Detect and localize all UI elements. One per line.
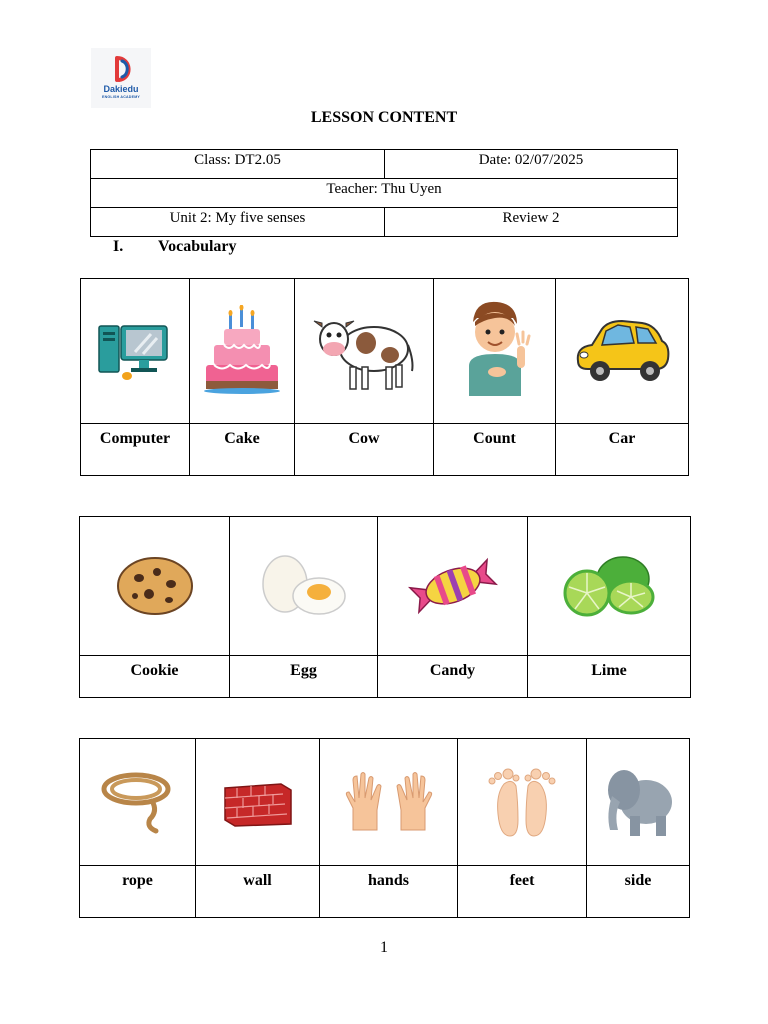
vocab-table-1 (80, 278, 689, 476)
cookie-icon (115, 554, 195, 618)
dakiedu-logo (91, 48, 151, 108)
vocab-image-cell (81, 279, 190, 424)
vocab-image-cell (80, 517, 230, 656)
vocab-image-cell (556, 279, 689, 424)
logo-brand: Dakiedu (103, 84, 139, 94)
vocab-word: Computer (81, 424, 190, 476)
vocab-word: Lime (528, 656, 691, 698)
section-number: I. (113, 238, 124, 255)
vocab-image-cell (320, 739, 458, 866)
vocab-image-cell (378, 517, 528, 656)
section-title: Vocabulary (158, 238, 237, 255)
teacher-cell: Teacher: Thu Uyen (91, 179, 678, 208)
computer-icon (95, 316, 175, 386)
vocab-table-3 (79, 738, 690, 918)
vocab-word: Count (434, 424, 556, 476)
vocab-word: hands (320, 866, 458, 918)
review-cell: Review 2 (385, 208, 678, 237)
cake-icon (202, 305, 282, 397)
elephant-icon (602, 764, 674, 840)
unit-cell: Unit 2: My five senses (91, 208, 385, 237)
vocab-word: Cow (295, 424, 434, 476)
logo-mark-icon (91, 48, 151, 108)
page-number: 1 (380, 939, 388, 956)
vocab-image-cell (434, 279, 556, 424)
section-heading (113, 238, 237, 256)
vocab-word: Cake (190, 424, 295, 476)
hands-icon (341, 772, 437, 832)
vocab-word: rope (80, 866, 196, 918)
vocab-image-cell (230, 517, 378, 656)
vocab-image-cell (196, 739, 320, 866)
vocab-word: feet (458, 866, 587, 918)
vocab-word: side (587, 866, 690, 918)
vocab-image-cell (528, 517, 691, 656)
vocab-word: Egg (230, 656, 378, 698)
vocab-word: wall (196, 866, 320, 918)
document-title: LESSON CONTENT (310, 109, 458, 126)
egg-icon (259, 554, 349, 618)
wall-icon (223, 776, 293, 828)
rope-icon (100, 769, 176, 835)
date-cell: Date: 02/07/2025 (385, 150, 678, 179)
vocab-image-cell (190, 279, 295, 424)
vocab-table-2 (79, 516, 691, 698)
vocab-word: Candy (378, 656, 528, 698)
vocab-image-cell (458, 739, 587, 866)
vocab-word: Cookie (80, 656, 230, 698)
vocab-word: Car (556, 424, 689, 476)
lesson-info-table (90, 149, 678, 237)
logo-subtitle: ENGLISH ACADEMY (101, 95, 140, 99)
cow-icon (312, 305, 416, 397)
class-cell: Class: DT2.05 (91, 150, 385, 179)
car-icon (572, 311, 672, 391)
vocab-image-cell (587, 739, 690, 866)
candy-icon (408, 551, 498, 621)
feet-icon (484, 764, 560, 840)
lime-icon (561, 553, 657, 619)
vocab-image-cell (80, 739, 196, 866)
boy-counting-icon (455, 296, 535, 406)
vocab-image-cell (295, 279, 434, 424)
